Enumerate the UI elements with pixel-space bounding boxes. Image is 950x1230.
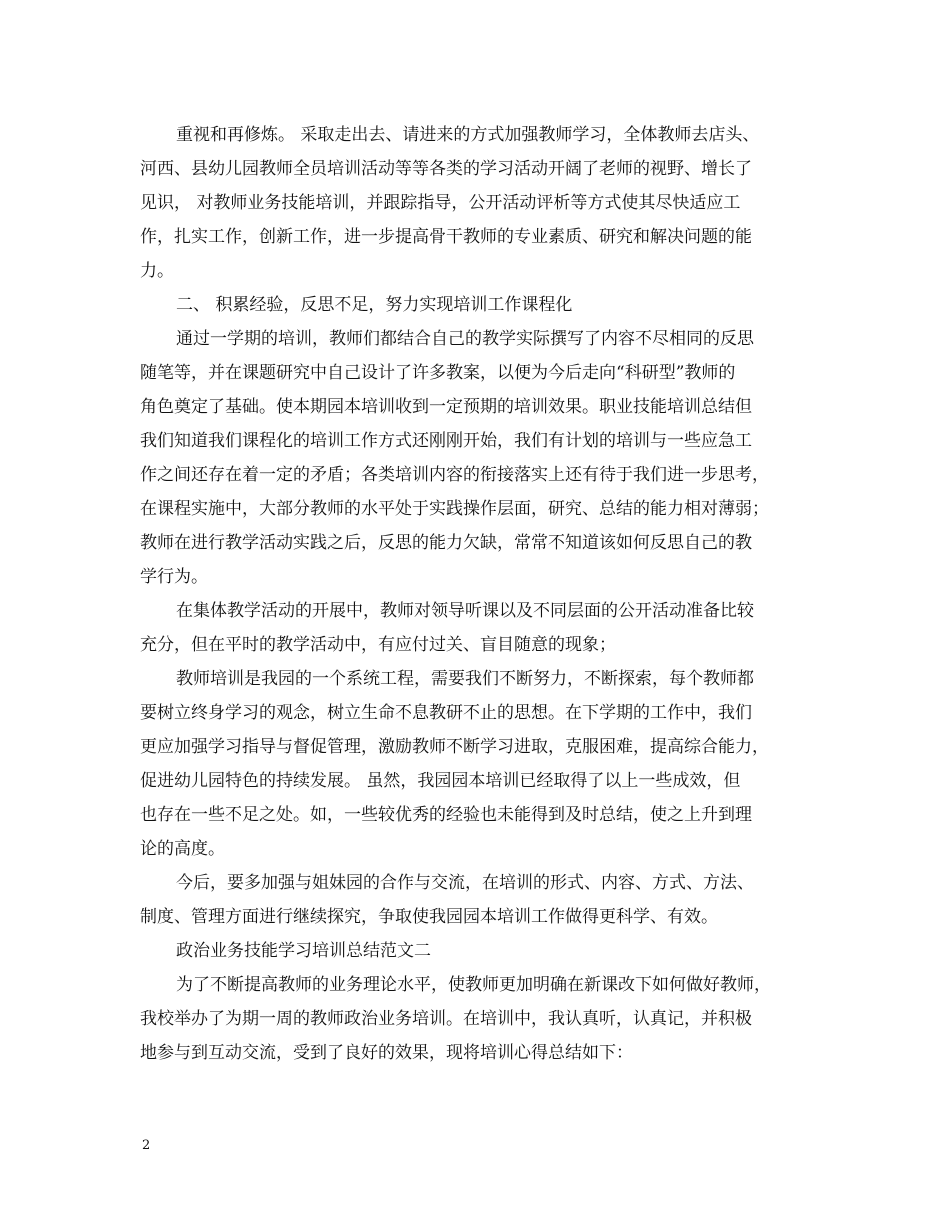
text-line: 促进幼儿园特色的持续发展。 虽然，我园园本培训已经取得了以上一些成效，但 xyxy=(140,771,741,791)
text-line: 在课程实施中，大部分教师的水平处于实践操作层面，研究、总结的能力相对薄弱； xyxy=(140,499,769,519)
text-line: 教师培训是我园的一个系统工程，需要我们不断努力，不断探索，每个教师都 xyxy=(176,669,754,689)
text-line: 充分，但在平时的教学活动中，有应付过关、盲目随意的现象； xyxy=(140,635,616,655)
text-line: 角色奠定了基础。使本期园本培训收到一定预期的培训效果。职业技能培训总结但 xyxy=(140,397,752,417)
text-line: 我们知道我们课程化的培训工作方式还刚刚开始，我们有计划的培训与一些应急工 xyxy=(140,431,752,451)
text-line: 地参与到互动交流，受到了良好的效果，现将培训心得总结如下： xyxy=(140,1043,633,1063)
text-line: 作之间还存在着一定的矛盾；各类培训内容的衔接落实上还有待于我们进一步思考， xyxy=(140,465,769,485)
text-line: 也存在一些不足之处。如，一些较优秀的经验也未能得到及时总结，使之上升到理 xyxy=(140,805,752,825)
text-line: 教师在进行教学活动实践之后，反思的能力欠缺，常常不知道该如何反思自己的教 xyxy=(140,533,752,553)
section-title: 政治业务技能学习培训总结范文二 xyxy=(176,941,431,961)
text-line: 通过一学期的培训，教师们都结合自己的教学实际撰写了内容不尽相同的反思 xyxy=(176,329,754,349)
text-line: 力。 xyxy=(140,261,174,281)
text-line: 学行为。 xyxy=(140,567,208,587)
text-line: 河西、县幼儿园教师全员培训活动等等各类的学习活动开阔了老师的视野、增长了 xyxy=(140,159,752,179)
document-body xyxy=(140,118,820,1070)
text-line: 在集体教学活动的开展中，教师对领导听课以及不同层面的公开活动准备比较 xyxy=(176,601,754,621)
text-line: 今后，要多加强与姐妹园的合作与交流，在培训的形式、内容、方式、方法、 xyxy=(176,873,754,893)
text-line: 制度、管理方面进行继续探究，争取使我园园本培训工作做得更科学、有效。 xyxy=(140,907,718,927)
text-line: 我校举办了为期一周的教师政治业务培训。在培训中，我认真听，认真记，并积极 xyxy=(140,1009,752,1029)
text-line: 见识， 对教师业务技能培训，并跟踪指导，公开活动评析等方式使其尽快适应工 xyxy=(140,193,741,213)
section-heading: 二、 积累经验，反思不足，努力实现培训工作课程化 xyxy=(176,295,573,315)
page-number: 2 xyxy=(142,1138,151,1153)
text-line: 更应加强学习指导与督促管理，激励教师不断学习进取，克服困难，提高综合能力， xyxy=(140,737,769,757)
text-line: 要树立终身学习的观念，树立生命不息教研不止的思想。在下学期的工作中，我们 xyxy=(140,703,752,723)
text-line: 重视和再修炼。 采取走出去、请进来的方式加强教师学习，全体教师去店头、 xyxy=(176,125,760,145)
text-line: 随笔等，并在课题研究中自己设计了许多教案，以便为今后走向“科研型”教师的 xyxy=(140,363,736,383)
text-line: 为了不断提高教师的业务理论水平，使教师更加明确在新课改下如何做好教师， xyxy=(176,975,771,995)
text-line: 论的高度。 xyxy=(140,839,225,859)
text-line: 作，扎实工作，创新工作，进一步提高骨干教师的专业素质、研究和解决问题的能 xyxy=(140,227,752,247)
